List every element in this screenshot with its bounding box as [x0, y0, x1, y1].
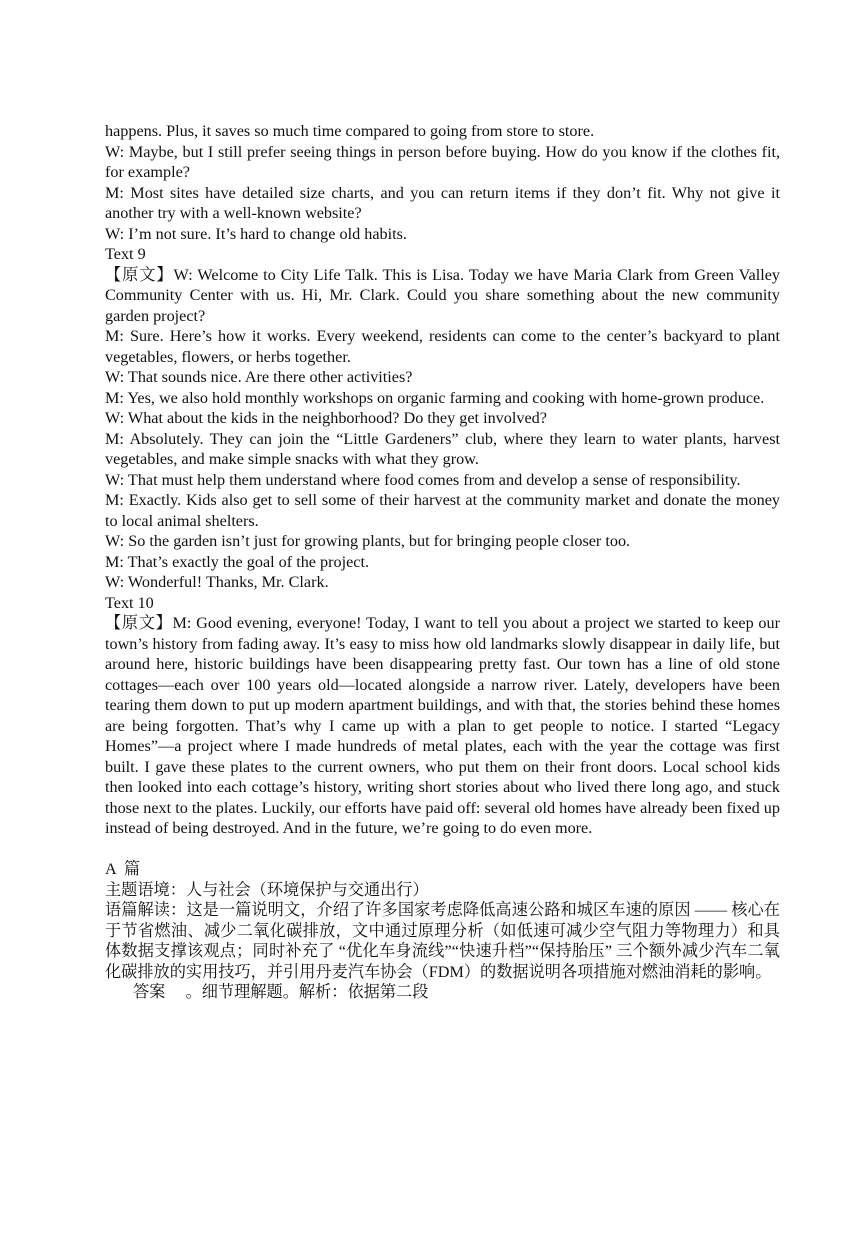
text9-heading: Text 9 [105, 245, 146, 263]
document-page [105, 121, 780, 1003]
dialogue-line: W: That sounds nice. Are there other activities? [105, 368, 413, 386]
blank-line [105, 839, 780, 860]
original-text-label: 【原文】 [105, 614, 173, 632]
dialogue-line: W: What about the kids in the neighborhood? Do they get involved? [105, 409, 547, 427]
dialogue-line: M: Most sites have detailed size charts, and you can return items if they don’t fit. Why not give it another try with a well-known website? [105, 183, 780, 222]
dialogue-line: M: Sure. Here’s how it works. Every weekend, residents can come to the center’s backyard to plant vegetables, flowers, or herbs together. [105, 327, 780, 366]
dialogue-line: W: I’m not sure. It’s hard to change old habits. [105, 224, 407, 243]
section-a-heading: A 篇 [105, 860, 141, 878]
text10-body [105, 613, 780, 839]
dialogue-line: W: That must help them understand where food comes from and develop a sense of responsibility. [105, 470, 741, 489]
dialogue-line: M: Yes, we also hold monthly workshops on organic farming and cooking with home-grown produce. [105, 388, 765, 407]
text10-body-text: M: Good evening, everyone! Today, I want to tell you about a project we started to keep our town’s history from fading away. It’s easy to miss how old landmarks slowly disappear in daily life, but around here, historic buildings have been disappearing pretty fast. Our town has a line of old stone cottages—each over 100 years old—located alongside a narrow river. Lately, developers have been tearing them down to put up modern apartment buildings, and with that, the stories behind these homes are being forgotten. That’s why I came up with a plan to get people to notice. I started “Legacy Homes”—a project where I made hundreds of metal plates, each with the year the cottage was first built. I gave these plates to the current owners, who put them on their front doors. Local school kids then looked into each cottage’s history, writing short stories about who lived there long ago, and stuck those next to the plates. Luckily, our efforts have paid off: several old homes have already been fixed up instead of being destroyed. And in the future, we’re going to do even more. [105, 614, 780, 837]
passage-analysis: 语篇解读：这是一篇说明文，介绍了许多国家考虑降低高速公路和城区车速的原因 —— 核心在于节省燃油、减少二氧化碳排放，文中通过原理分析（如低速可减少空气阻力等物理力）和具体数据支撑该观点；同时补充了 “优化车身流线”“快速升档”“保持胎压” 三个额外减少汽车二氧化碳排放的实用技巧，并引用丹麦汽车协会（FDM）的数据说明各项措施对燃油消耗的影响。 [105, 901, 780, 981]
text10-heading: Text 10 [105, 593, 154, 612]
original-text-label: 【原文】 [105, 265, 174, 284]
dialogue-line: M: Exactly. Kids also get to sell some of their harvest at the community market and donate the money to local animal shelters. [105, 491, 780, 530]
dialogue-line: W: Maybe, but I still prefer seeing things in person before buying. How do you know if the clothes fit, for example? [105, 142, 780, 181]
dialogue-line: M: Absolutely. They can join the “Little Gardeners” club, where they learn to water plants, harvest vegetables, and make simple snacks with what they grow. [105, 429, 780, 468]
dialogue-line: M: That’s exactly the goal of the project. [105, 552, 370, 571]
dialogue-line: W: So the garden isn’t just for growing plants, but for bringing people closer too. [105, 532, 631, 550]
text8-continuation: happens. Plus, it saves so much time compared to going from store to store. [105, 122, 595, 140]
theme-context: 主题语境：人与社会（环境保护与交通出行） [105, 880, 429, 899]
text9-intro [105, 265, 780, 327]
text9-intro-text: W: Welcome to City Life Talk. This is Lisa. Today we have Maria Clark from Green Valley Community Center with us. Hi, Mr. Clark. Could you share something about the new community garden project? [105, 265, 781, 325]
dialogue-line: W: Wonderful! Thanks, Mr. Clark. [105, 573, 329, 591]
answer-line: 答案 。细节理解题。解析：依据第二段 [133, 983, 429, 1001]
